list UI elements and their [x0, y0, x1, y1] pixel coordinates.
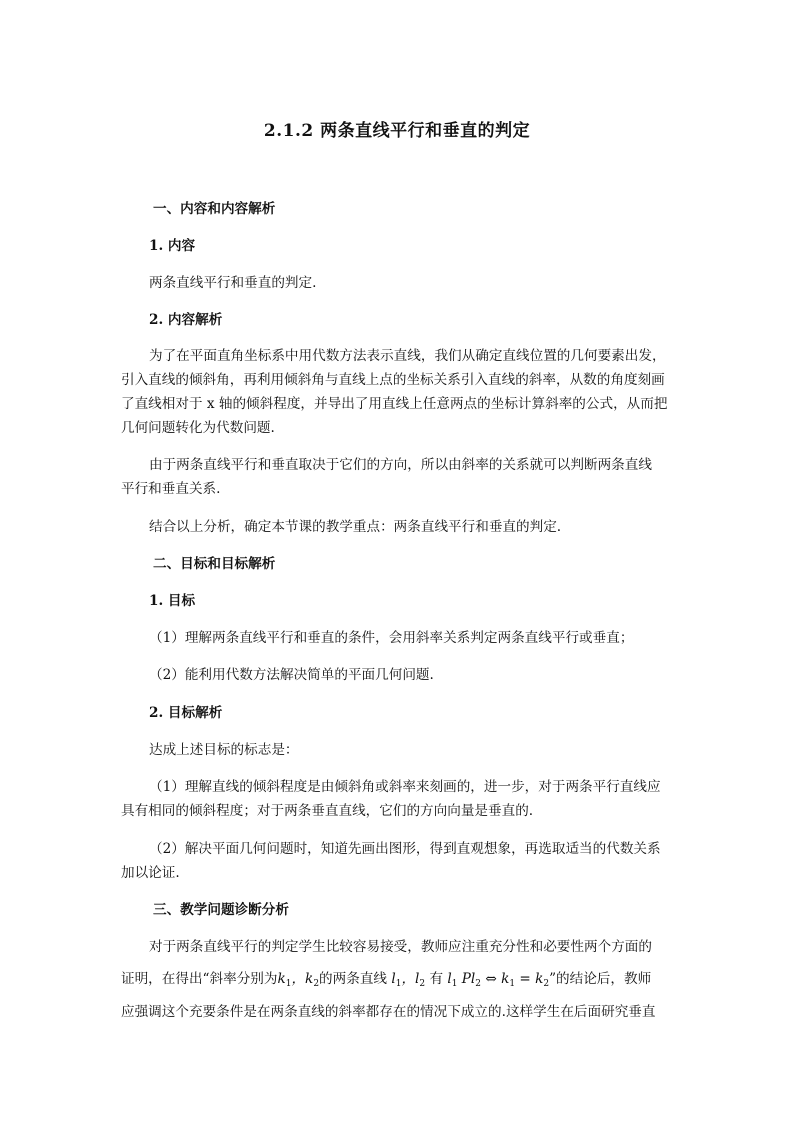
para3-text: 结合以上分析，确定本节课的教学重点：两条直线平行和垂直的判定.: [149, 519, 562, 535]
math-k1-k2: $k_1$，$k_2$: [277, 971, 320, 989]
section3-heading: 三、教学问题诊断分析: [153, 902, 289, 918]
mark2-line-2: 加以论证.: [121, 865, 180, 881]
section3-line-1: 对于两条直线平行的判定学生比较容易接受，教师应注重充分性和必要性两个方面的: [149, 939, 652, 955]
para1-line-4: 几何问题转化为代数问题.: [121, 420, 275, 436]
marks-intro: 达成上述目标的标志是：: [149, 742, 299, 758]
section2-sub1-heading: 1. 目标: [149, 593, 196, 609]
mark1-line-2: 具有相同的倾斜程度；对于两条垂直直线，它们的方向向量是垂直的.: [121, 803, 534, 819]
goal-2: （2）能利用代数方法解决简单的平面几何问题.: [149, 667, 434, 683]
mark2-line-1: （2）解决平面几何问题时，知道先画出图形，得到直观想象，再选取适当的代数关系: [149, 841, 661, 857]
para2-line-1: 由于两条直线平行和垂直取决于它们的方向，所以由斜率的关系就可以判断两条直线: [149, 457, 652, 473]
line2-text-before: 证明，在得出“斜率分别为: [121, 971, 278, 987]
line2-text-mid2: 有: [429, 971, 444, 987]
section1-heading: 一、内容和内容解析: [153, 201, 276, 217]
goal-1: （1）理解两条直线平行和垂直的条件，会用斜率关系判定两条直线平行或垂直；: [149, 630, 634, 646]
section1-sub1-heading: 1. 内容: [149, 238, 196, 254]
para1-line-2: 引入直线的倾斜角，再利用倾斜角与直线上点的坐标关系引入直线的斜率，从数的角度刻画: [121, 372, 665, 388]
section3-line-2: [121, 969, 651, 994]
math-l1-l2: $l_1$，$l_2$: [391, 971, 426, 989]
section2-sub2-heading: 2. 目标解析: [149, 705, 223, 721]
section2-heading: 二、目标和目标解析: [153, 556, 276, 572]
section1-sub2-heading: 2. 内容解析: [149, 312, 223, 328]
para1-line-3: 了直线相对于 x 轴的倾斜程度，并导出了用直线上任意两点的坐标计算斜率的公式，从而把: [121, 396, 668, 412]
para1-line-1: 为了在平面直角坐标系中用代数方法表示直线，我们从确定直线位置的几何要素出发，: [149, 348, 666, 364]
section3-line-3: 应强调这个充要条件是在两条直线的斜率都存在的情况下成立的.这样学生在后面研究垂直: [121, 1004, 656, 1020]
line2-text-after: ”的结论后，教师: [549, 971, 652, 987]
page-title: 2.1.2 两条直线平行和垂直的判定: [263, 121, 531, 141]
section1-sub1-text: 两条直线平行和垂直的判定.: [149, 275, 317, 291]
mark1-line-1: （1）理解直线的倾斜程度是由倾斜角或斜率来刻画的，进一步，对于两条平行直线应: [149, 779, 661, 795]
line2-text-mid1: 的两条直线: [319, 971, 388, 987]
math-parallel-iff: $l_1$ $Pl_2$ ⇔ $k_1 = k_2$: [447, 971, 550, 989]
para2-line-2: 平行和垂直关系.: [121, 481, 221, 497]
